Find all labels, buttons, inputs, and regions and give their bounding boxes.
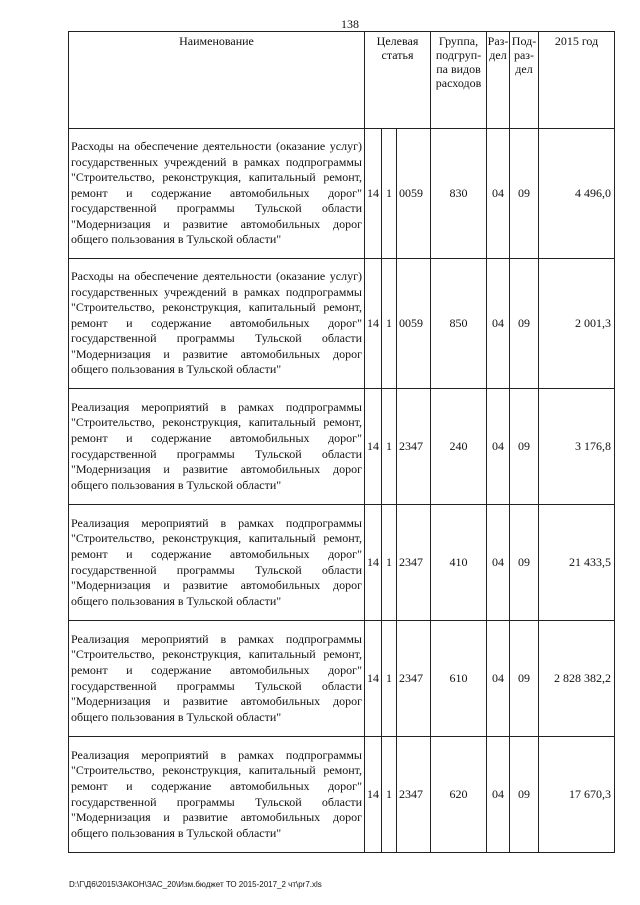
row-subprogram: 1 bbox=[382, 259, 397, 389]
table-row bbox=[69, 129, 615, 259]
row-amount: 17 670,3 bbox=[539, 737, 615, 853]
row-amount: 21 433,5 bbox=[539, 505, 615, 621]
row-subprogram: 1 bbox=[382, 737, 397, 853]
table-row bbox=[69, 259, 615, 389]
row-name: Реализация мероприятий в рамках подпрограммы "Строительство, реконструкция, капитальный ремонт, ремонт и содержание автомобильных дорог" государственной программы Тульской области "Модернизация и развитие автомобильных дорог общего пользования в Тульской области" bbox=[69, 389, 365, 505]
row-section: 04 bbox=[487, 389, 510, 505]
row-program: 14 bbox=[365, 259, 382, 389]
row-section: 04 bbox=[487, 737, 510, 853]
row-code: 2347 bbox=[397, 621, 431, 737]
row-amount: 4 496,0 bbox=[539, 129, 615, 259]
table-row bbox=[69, 505, 615, 621]
table-header-row bbox=[69, 32, 615, 129]
file-path-footer: D:\Г\Д6\2015\ЗАКОН\ЗАС_20\Изм.бюджет ТО 2015-2017_2 чт\pr7.xls bbox=[69, 880, 322, 889]
row-group: 610 bbox=[431, 621, 487, 737]
row-code: 0059 bbox=[397, 129, 431, 259]
row-subsection: 09 bbox=[510, 621, 539, 737]
row-subprogram: 1 bbox=[382, 505, 397, 621]
row-group: 830 bbox=[431, 129, 487, 259]
row-subsection: 09 bbox=[510, 737, 539, 853]
row-program: 14 bbox=[365, 505, 382, 621]
header-target-article: Целевая статья bbox=[365, 32, 431, 129]
table-row bbox=[69, 389, 615, 505]
row-section: 04 bbox=[487, 505, 510, 621]
row-subsection: 09 bbox=[510, 129, 539, 259]
row-amount: 2 001,3 bbox=[539, 259, 615, 389]
row-section: 04 bbox=[487, 129, 510, 259]
row-group: 410 bbox=[431, 505, 487, 621]
row-section: 04 bbox=[487, 259, 510, 389]
row-code: 2347 bbox=[397, 737, 431, 853]
header-name: Наименование bbox=[69, 32, 365, 129]
row-subsection: 09 bbox=[510, 505, 539, 621]
row-name: Реализация мероприятий в рамках подпрограммы "Строительство, реконструкция, капитальный ремонт, ремонт и содержание автомобильных дорог" государственной программы Тульской области "Модернизация и развитие автомобильных дорог общего пользования в Тульской области" bbox=[69, 505, 365, 621]
row-subprogram: 1 bbox=[382, 621, 397, 737]
row-program: 14 bbox=[365, 129, 382, 259]
row-name: Реализация мероприятий в рамках подпрограммы "Строительство, реконструкция, капитальный ремонт, ремонт и содержание автомобильных дорог" государственной программы Тульской области "Модернизация и развитие автомобильных дорог общего пользования в Тульской области" bbox=[69, 621, 365, 737]
table-row bbox=[69, 737, 615, 853]
row-name: Реализация мероприятий в рамках подпрограммы "Строительство, реконструкция, капитальный ремонт, ремонт и содержание автомобильных дорог" государственной программы Тульской области "Модернизация и развитие автомобильных дорог общего пользования в Тульской области" bbox=[69, 737, 365, 853]
header-section: Раз-дел bbox=[487, 32, 510, 129]
row-name: Расходы на обеспечение деятельности (оказание услуг) государственных учреждений в рамках подпрограммы "Строительство, реконструкция, капитальный ремонт, ремонт и содержание автомобильных дорог" государственной программы Тульской области "Модернизация и развитие автомобильных дорог общего пользования в Тульской области" bbox=[69, 129, 365, 259]
row-group: 620 bbox=[431, 737, 487, 853]
row-section: 04 bbox=[487, 621, 510, 737]
row-subsection: 09 bbox=[510, 259, 539, 389]
row-program: 14 bbox=[365, 737, 382, 853]
header-subsection: Под-раз-дел bbox=[510, 32, 539, 129]
page-number: 138 bbox=[341, 17, 359, 31]
row-subprogram: 1 bbox=[382, 389, 397, 505]
row-code: 2347 bbox=[397, 389, 431, 505]
row-program: 14 bbox=[365, 621, 382, 737]
header-year: 2015 год bbox=[539, 32, 615, 129]
table-row bbox=[69, 621, 615, 737]
row-amount: 2 828 382,2 bbox=[539, 621, 615, 737]
row-subprogram: 1 bbox=[382, 129, 397, 259]
row-code: 2347 bbox=[397, 505, 431, 621]
budget-table bbox=[68, 31, 615, 853]
row-code: 0059 bbox=[397, 259, 431, 389]
row-name: Расходы на обеспечение деятельности (оказание услуг) государственных учреждений в рамках подпрограммы "Строительство, реконструкция, капитальный ремонт, ремонт и содержание автомобильных дорог" государственной программы Тульской области "Модернизация и развитие автомобильных дорог общего пользования в Тульской области" bbox=[69, 259, 365, 389]
header-expense-group: Группа, подгруп-па видов расходов bbox=[431, 32, 487, 129]
row-program: 14 bbox=[365, 389, 382, 505]
row-group: 240 bbox=[431, 389, 487, 505]
row-subsection: 09 bbox=[510, 389, 539, 505]
row-amount: 3 176,8 bbox=[539, 389, 615, 505]
row-group: 850 bbox=[431, 259, 487, 389]
